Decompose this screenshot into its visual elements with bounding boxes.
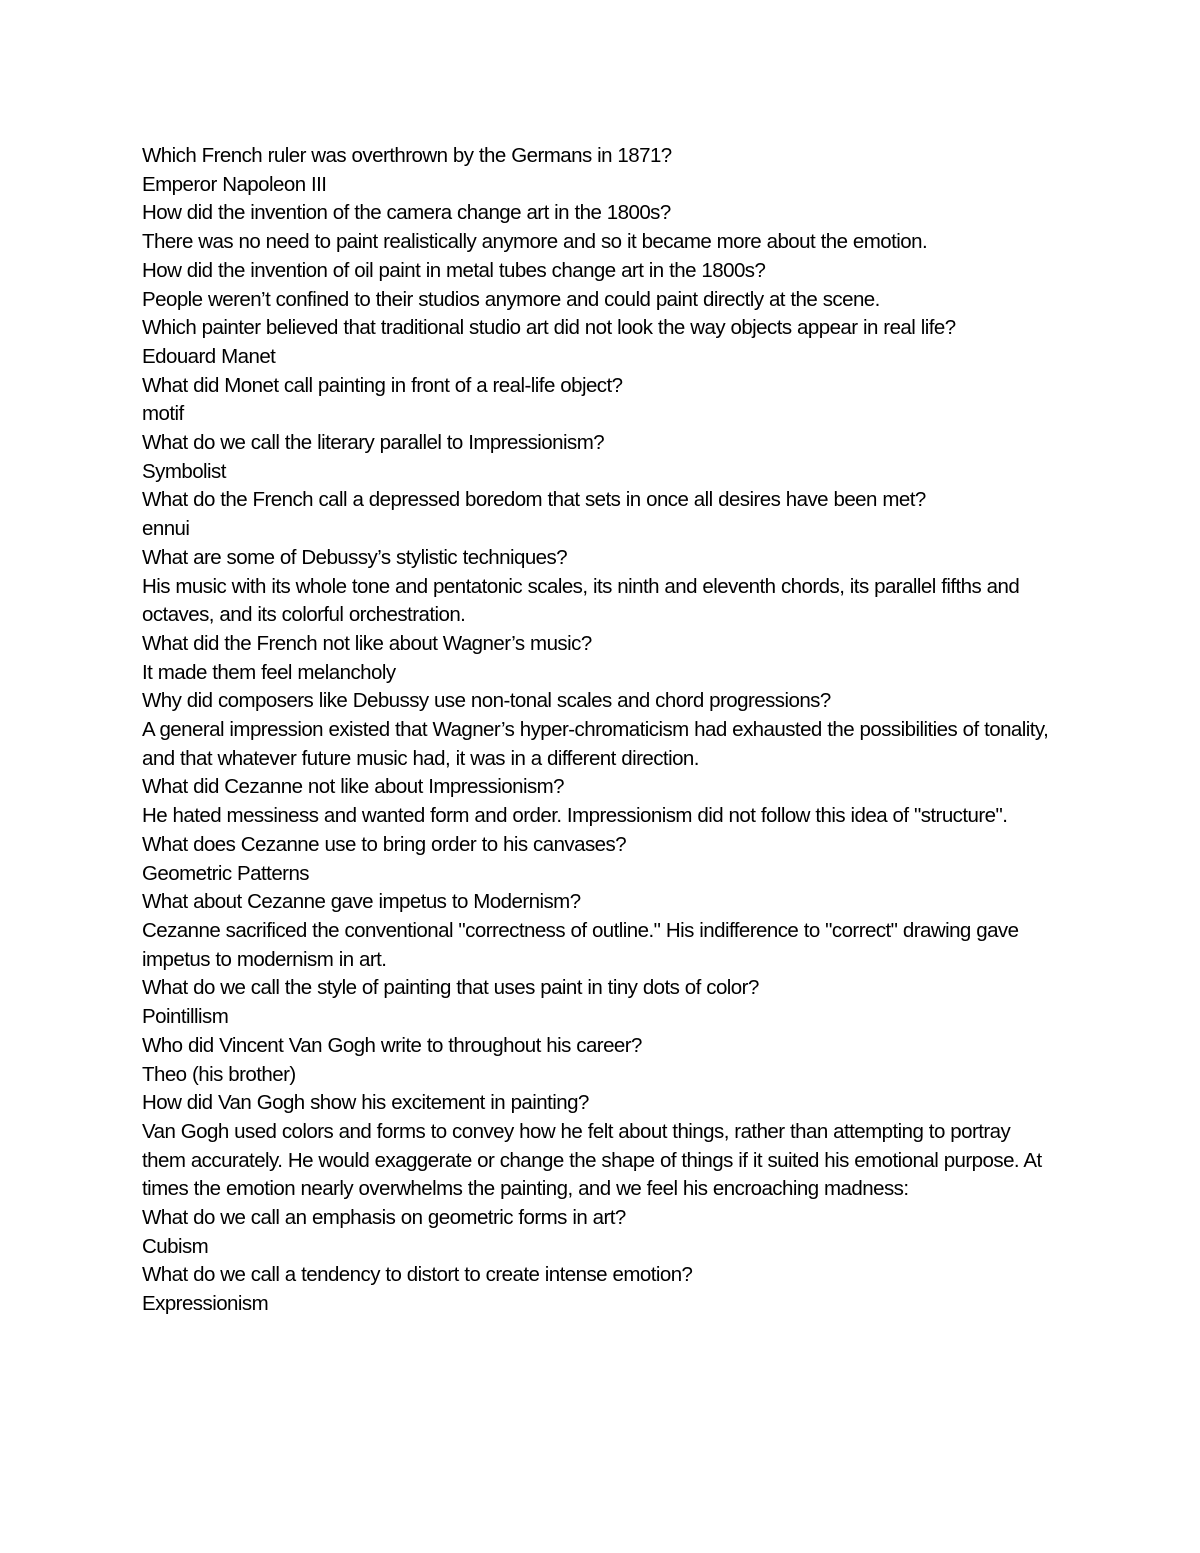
- answer-text: His music with its whole tone and pentatonic scales, its ninth and eleventh chords, its parallel fifths and octaves, and its colorful orchestration.: [142, 574, 1020, 627]
- question-text: What are some of Debussy’s stylistic techniques?: [142, 545, 568, 569]
- answer-text: Expressionism: [142, 1292, 269, 1316]
- question-text: How did the invention of oil paint in metal tubes change art in the 1800s?: [142, 258, 766, 282]
- answer-text: Cezanne sacrificed the conventional "correctness of outline." His indifference to "correct" drawing gave impetus to modernism in art.: [142, 918, 1019, 971]
- question-text: What do we call an emphasis on geometric forms in art?: [142, 1206, 626, 1230]
- answer-text: A general impression existed that Wagner’s hyper-chromaticism had exhausted the possibilities of tonality, and that whatever future music had, it was in a different direction.: [142, 718, 1049, 770]
- question-text: What did Monet call painting in front of a real-life object?: [142, 373, 623, 397]
- answer-text: Symbolist: [142, 459, 226, 483]
- answer-text: motif: [142, 402, 184, 426]
- question-text: Which French ruler was overthrown by the Germans in 1871?: [142, 144, 672, 167]
- question-text: How did Van Gogh show his excitement in painting?: [142, 1091, 589, 1115]
- answer-text: Van Gogh used colors and forms to convey how he felt about things, rather than attempting to portray them accurately. He would exaggerate or change the shape of things if it suited his emotional purpose. At times the emotion nearly overwhelms the painting, and we feel his encroaching madness:: [142, 1119, 1042, 1201]
- question-text: What did the French not like about Wagner’s music?: [142, 631, 592, 655]
- question-text: What about Cezanne gave impetus to Modernism?: [142, 890, 581, 914]
- answer-text: Emperor Napoleon III: [142, 172, 327, 196]
- answer-text: People weren’t confined to their studios anymore and could paint directly at the scene.: [142, 287, 880, 311]
- answer-text: Pointillism: [142, 1005, 229, 1029]
- question-text: What do the French call a depressed boredom that sets in once all desires have been met?: [142, 488, 926, 512]
- question-text: Who did Vincent Van Gogh write to throughout his career?: [142, 1033, 642, 1057]
- answer-text: Theo (his brother): [142, 1062, 296, 1086]
- question-text: What do we call a tendency to distort to create intense emotion?: [142, 1263, 693, 1287]
- question-text: What do we call the literary parallel to Impressionism?: [142, 431, 605, 455]
- question-text: Which painter believed that traditional studio art did not look the way objects appear in real life?: [142, 316, 956, 340]
- question-text: Why did composers like Debussy use non-tonal scales and chord progressions?: [142, 689, 831, 713]
- answer-text: There was no need to paint realistically anymore and so it became more about the emotion.: [142, 230, 928, 254]
- question-text: What did Cezanne not like about Impressionism?: [142, 775, 565, 799]
- document-body: [142, 142, 1057, 1319]
- answer-text: ennui: [142, 517, 190, 541]
- question-text: What do we call the style of painting that uses paint in tiny dots of color?: [142, 976, 759, 1000]
- answer-text: He hated messiness and wanted form and order. Impressionism did not follow this idea of "structure".: [142, 804, 1008, 828]
- answer-text: It made them feel melancholy: [142, 660, 396, 684]
- answer-text: Cubism: [142, 1234, 209, 1258]
- question-text: How did the invention of the camera change art in the 1800s?: [142, 201, 671, 225]
- answer-text: Edouard Manet: [142, 344, 276, 368]
- answer-text: Geometric Patterns: [142, 861, 309, 885]
- question-text: What does Cezanne use to bring order to his canvases?: [142, 832, 627, 856]
